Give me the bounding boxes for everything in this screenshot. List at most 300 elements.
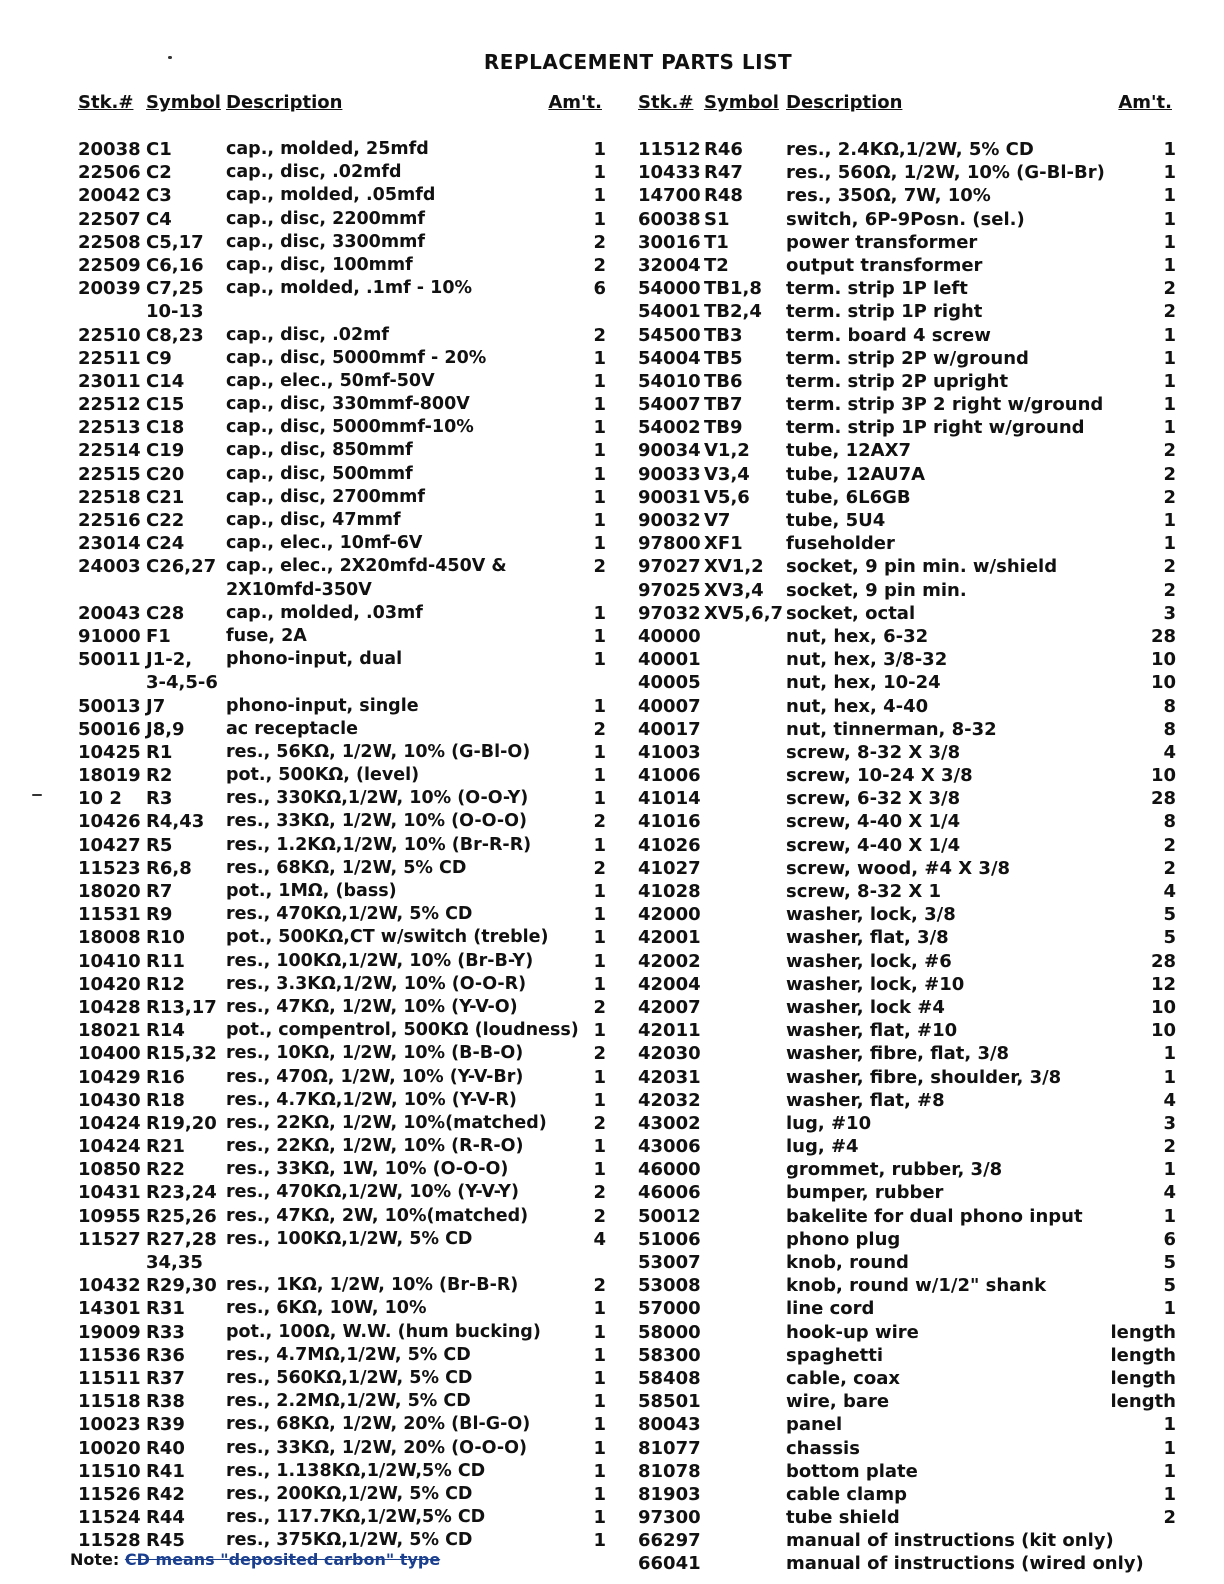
amount: 2: [593, 1112, 606, 1134]
parts-row: [76, 695, 606, 718]
description: washer, fibre, shoulder, 3/8: [786, 1066, 1062, 1088]
symbol: R13,17: [146, 996, 217, 1018]
symbol: R6,8: [146, 857, 192, 879]
amount: 1: [593, 1530, 606, 1552]
column-headers: [636, 92, 1176, 118]
amount: 2: [1163, 486, 1176, 508]
stock-number: 10428: [78, 996, 141, 1018]
symbol: R40: [146, 1437, 185, 1459]
amount: 10: [1150, 672, 1176, 694]
symbol: T2: [704, 254, 729, 276]
description: socket, 9 pin min.: [786, 579, 967, 601]
amount: 1: [593, 1020, 606, 1042]
symbol: C4: [146, 208, 172, 230]
description: knob, round: [786, 1252, 909, 1273]
description: res., 100KΩ,1/2W, 5% CD: [226, 1228, 473, 1249]
amount: 2: [1163, 834, 1176, 856]
parts-row: [636, 1066, 1176, 1089]
amount: 1: [1163, 324, 1176, 346]
amount: 4: [1163, 881, 1176, 902]
parts-row: [636, 810, 1176, 833]
parts-row: [76, 973, 606, 996]
amount: 12: [1150, 973, 1176, 995]
parts-row: [636, 324, 1176, 347]
stock-number: 22516: [78, 510, 141, 531]
amount: 1: [1163, 1437, 1176, 1459]
parts-row: [636, 231, 1176, 254]
stock-number: 10850: [78, 1159, 141, 1181]
description: term. strip 2P upright: [786, 370, 1009, 392]
stock-number: 11536: [78, 1344, 141, 1366]
description: res., 560KΩ,1/2W, 5% CD: [226, 1367, 473, 1388]
amount: 2: [593, 718, 606, 740]
stock-number: 10955: [78, 1205, 141, 1227]
symbol: 34,35: [146, 1252, 203, 1273]
description: phono-input, dual: [226, 649, 403, 670]
parts-row: [76, 393, 606, 416]
parts-row: [636, 950, 1176, 973]
header-description: Description: [226, 92, 343, 113]
description: res., 56KΩ, 1/2W, 10% (G-Bl-O): [226, 741, 531, 762]
description: res., 33KΩ, 1/2W, 20% (O-O-O): [226, 1437, 527, 1458]
parts-row: [76, 1228, 606, 1251]
parts-row: [76, 463, 606, 486]
amount: 6: [593, 278, 606, 300]
description: res., 3.3KΩ,1/2W, 10% (O-O-R): [226, 973, 527, 994]
parts-row: [636, 1042, 1176, 1065]
stock-number: 40001: [638, 649, 701, 671]
description: term. board 4 screw: [786, 324, 991, 346]
stock-number: 18019: [78, 765, 141, 787]
parts-row: [76, 555, 606, 578]
stock-number: 41028: [638, 881, 701, 902]
parts-row: [636, 880, 1176, 903]
amount: 2: [593, 996, 606, 1018]
parts-row: [76, 1158, 606, 1181]
parts-row: [636, 416, 1176, 439]
scan-speck: [32, 794, 42, 796]
description: res., 33KΩ, 1/2W, 10% (O-O-O): [226, 811, 527, 832]
symbol: R10: [146, 927, 185, 949]
symbol: R22: [146, 1159, 185, 1181]
parts-row: [76, 1460, 606, 1483]
description: cap., disc, 330mmf-800V: [226, 394, 470, 415]
stock-number: 90034: [638, 440, 701, 462]
parts-row: [636, 857, 1176, 880]
description: term. strip 3P 2 right w/ground: [786, 394, 1104, 416]
amount: 1: [593, 649, 606, 671]
amount: 1: [1163, 139, 1176, 160]
parts-row: [636, 1344, 1176, 1367]
amount: 1: [1163, 417, 1176, 439]
description: panel: [786, 1414, 843, 1436]
amount: 2: [1163, 1507, 1176, 1529]
stock-number: 30016: [638, 231, 701, 253]
parts-row: [636, 671, 1176, 694]
symbol: C9: [146, 347, 172, 369]
amount: 3: [1163, 1112, 1176, 1134]
stock-number: 22511: [78, 347, 141, 369]
description: cable, coax: [786, 1367, 900, 1389]
description: knob, round w/1/2" shank: [786, 1275, 1047, 1297]
stock-number: 54004: [638, 347, 701, 369]
symbol: C14: [146, 370, 185, 392]
symbol: 3-4,5-6: [146, 672, 218, 694]
amount: 1: [593, 1136, 606, 1158]
parts-row: [636, 463, 1176, 486]
stock-number: 11511: [78, 1367, 141, 1389]
symbol: R11: [146, 950, 185, 972]
parts-row: [636, 1552, 1176, 1575]
parts-row: [636, 1228, 1176, 1251]
stock-number: 10424: [78, 1112, 141, 1134]
stock-number: 97800: [638, 533, 701, 555]
amount: 4: [1163, 741, 1176, 763]
description: res., 1.2KΩ,1/2W, 10% (Br-R-R): [226, 834, 532, 855]
parts-row: [76, 579, 606, 602]
stock-number: 41006: [638, 765, 701, 787]
description: res., 47KΩ, 2W, 10%(matched): [226, 1205, 529, 1226]
parts-row: [76, 184, 606, 207]
amount: 1: [1163, 208, 1176, 230]
parts-row: [636, 347, 1176, 370]
note-prefix: Note:: [70, 1550, 120, 1569]
symbol: F1: [146, 625, 171, 647]
parts-row: [76, 254, 606, 277]
stock-number: 50012: [638, 1205, 701, 1227]
amount: 1: [593, 1483, 606, 1505]
parts-row: [76, 1483, 606, 1506]
parts-column-left: [76, 92, 606, 1552]
amount: 2: [593, 254, 606, 276]
parts-row: [636, 1321, 1176, 1344]
parts-row: [636, 509, 1176, 532]
description: res., 6KΩ, 10W, 10%: [226, 1298, 427, 1319]
stock-number: 51006: [638, 1228, 701, 1250]
stock-number: 14700: [638, 185, 701, 207]
amount: 2: [1163, 463, 1176, 485]
description: cap., disc, 2700mmf: [226, 486, 425, 507]
stock-number: 58501: [638, 1391, 701, 1413]
parts-row: [76, 1019, 606, 1042]
parts-row: [636, 1460, 1176, 1483]
amount: 1: [1163, 370, 1176, 392]
amount: length: [1110, 1344, 1176, 1366]
stock-number: 22518: [78, 486, 141, 508]
stock-number: 11527: [78, 1228, 141, 1250]
description: screw, 4-40 X 1/4: [786, 811, 961, 833]
symbol: C3: [146, 185, 172, 207]
stock-number: 10427: [78, 834, 141, 856]
amount: 3: [1163, 602, 1176, 624]
parts-row: [636, 439, 1176, 462]
amount: 1: [1163, 1414, 1176, 1436]
stock-number: 22512: [78, 394, 141, 416]
description: term. strip 1P right w/ground: [786, 417, 1085, 439]
symbol: TB2,4: [704, 301, 762, 323]
amount: 1: [593, 1298, 606, 1320]
symbol: C24: [146, 533, 185, 555]
stock-number: 40005: [638, 672, 701, 694]
stock-number: 50013: [78, 695, 141, 717]
description: manual of instructions (kit only): [786, 1530, 1114, 1552]
stock-number: 18020: [78, 881, 141, 902]
parts-row: [76, 1274, 606, 1297]
stock-number: 41016: [638, 811, 701, 833]
amount: 1: [593, 625, 606, 647]
column-headers: [76, 92, 606, 118]
parts-row: [76, 1321, 606, 1344]
description: screw, 4-40 X 1/4: [786, 834, 961, 856]
stock-number: 97032: [638, 602, 701, 624]
symbol: R46: [704, 139, 743, 160]
symbol: V7: [704, 510, 731, 531]
symbol: C1: [146, 139, 172, 160]
description: cable clamp: [786, 1483, 907, 1505]
stock-number: 10432: [78, 1275, 141, 1297]
description: tube, 5U4: [786, 510, 886, 531]
amount: 4: [593, 1228, 606, 1250]
description: switch, 6P-9Posn. (sel.): [786, 208, 1025, 230]
amount: 2: [593, 1043, 606, 1065]
amount: 2: [593, 556, 606, 578]
stock-number: 46000: [638, 1159, 701, 1181]
amount: 1: [1163, 1066, 1176, 1088]
stock-number: 10425: [78, 741, 141, 763]
amount: 1: [1163, 1043, 1176, 1065]
description: res., 470KΩ,1/2W, 5% CD: [226, 904, 473, 925]
description: res., 330KΩ,1/2W, 10% (O-O-Y): [226, 788, 529, 809]
description: nut, hex, 3/8-32: [786, 649, 948, 671]
amount: 1: [593, 463, 606, 485]
description: res., 2.4KΩ,1/2W, 5% CD: [786, 139, 1034, 160]
amount: 1: [1163, 347, 1176, 369]
description: tube, 6L6GB: [786, 486, 911, 508]
description: res., 560Ω, 1/2W, 10% (G-Bl-Br): [786, 162, 1105, 184]
symbol: V1,2: [704, 440, 750, 462]
header-symbol: Symbol: [146, 92, 221, 113]
parts-row: [76, 764, 606, 787]
amount: 1: [593, 1437, 606, 1459]
description: washer, lock #4: [786, 996, 945, 1018]
amount: length: [1110, 1391, 1176, 1413]
parts-column-right: [636, 92, 1176, 1576]
description: cap., disc, 47mmf: [226, 510, 401, 530]
parts-row: [636, 973, 1176, 996]
amount: 1: [593, 1391, 606, 1413]
symbol: R12: [146, 973, 185, 995]
symbol: V5,6: [704, 486, 750, 508]
description: cap., disc, 100mmf: [226, 254, 413, 275]
stock-number: 40017: [638, 718, 701, 740]
description: term. strip 1P right: [786, 301, 983, 323]
stock-number: 46006: [638, 1182, 701, 1204]
description: screw, 8-32 X 3/8: [786, 741, 961, 763]
amount: 1: [1163, 185, 1176, 207]
parts-row: [76, 1506, 606, 1529]
symbol: R41: [146, 1460, 185, 1482]
parts-row: [636, 1089, 1176, 1112]
amount: 1: [1163, 533, 1176, 555]
parts-row: [636, 184, 1176, 207]
symbol: R7: [146, 881, 173, 902]
symbol: C6,16: [146, 254, 204, 276]
amount: 1: [593, 834, 606, 856]
parts-row: [76, 950, 606, 973]
symbol: R36: [146, 1344, 185, 1366]
stock-number: 43002: [638, 1112, 701, 1134]
description: cap., elec., 10mf-6V: [226, 533, 423, 554]
parts-row: [76, 1112, 606, 1135]
parts-row: [636, 1251, 1176, 1274]
symbol: TB7: [704, 394, 743, 416]
parts-row: [76, 1251, 606, 1274]
parts-row: [636, 1506, 1176, 1529]
symbol: R44: [146, 1507, 185, 1529]
amount: 1: [593, 927, 606, 949]
amount: 28: [1150, 788, 1176, 810]
parts-row: [636, 370, 1176, 393]
amount: 1: [593, 973, 606, 995]
parts-row: [636, 926, 1176, 949]
stock-number: 66041: [638, 1553, 701, 1575]
description: pot., 100Ω, W.W. (hum bucking): [226, 1321, 541, 1342]
description: cap., disc, 5000mmf - 20%: [226, 347, 487, 368]
amount: 1: [593, 950, 606, 972]
stock-number: 54007: [638, 394, 701, 416]
symbol: TB9: [704, 417, 743, 439]
parts-row: [636, 254, 1176, 277]
description: cap., disc, 3300mmf: [226, 231, 425, 252]
symbol: C2: [146, 162, 172, 184]
parts-list-right: [636, 138, 1176, 1576]
symbol: R5: [146, 834, 173, 856]
symbol: R29,30: [146, 1275, 217, 1297]
description: washer, fibre, flat, 3/8: [786, 1043, 1010, 1065]
symbol: C28: [146, 602, 185, 624]
stock-number: 10020: [78, 1437, 141, 1459]
parts-row: [636, 764, 1176, 787]
stock-number: 11524: [78, 1507, 141, 1529]
description: res., 47KΩ, 1/2W, 10% (Y-V-O): [226, 996, 518, 1017]
parts-row: [76, 1437, 606, 1460]
parts-row: [76, 300, 606, 323]
parts-row: [76, 1413, 606, 1436]
description: res., 350Ω, 7W, 10%: [786, 185, 991, 207]
stock-number: 22513: [78, 417, 141, 439]
description: screw, 6-32 X 3/8: [786, 788, 961, 810]
parts-row: [76, 1205, 606, 1228]
parts-row: [76, 1066, 606, 1089]
parts-row: [636, 1390, 1176, 1413]
parts-row: [636, 555, 1176, 578]
description: tube, 12AU7A: [786, 463, 926, 485]
stock-number: 42004: [638, 973, 701, 995]
parts-row: [636, 834, 1176, 857]
parts-row: [636, 161, 1176, 184]
symbol: C15: [146, 394, 185, 416]
parts-row: [76, 1135, 606, 1158]
stock-number: 66297: [638, 1530, 701, 1552]
description: screw, 8-32 X 1: [786, 881, 942, 902]
description: washer, flat, #10: [786, 1020, 958, 1042]
stock-number: 54000: [638, 278, 701, 300]
stock-number: 14301: [78, 1298, 141, 1320]
amount: 1: [593, 208, 606, 230]
page-title: REPLACEMENT PARTS LIST: [483, 50, 793, 74]
stock-number: 10 2: [78, 788, 122, 810]
stock-number: 54010: [638, 370, 701, 392]
scan-speck: [168, 56, 172, 59]
amount: 1: [593, 788, 606, 810]
amount: length: [1110, 1321, 1176, 1343]
description: phono plug: [786, 1228, 901, 1250]
parts-row: [76, 1089, 606, 1112]
symbol: R25,26: [146, 1205, 217, 1227]
parts-row: [636, 903, 1176, 926]
amount: 1: [593, 347, 606, 369]
stock-number: 11526: [78, 1483, 141, 1505]
description: socket, 9 pin min. w/shield: [786, 556, 1058, 578]
parts-row: [636, 138, 1176, 161]
symbol: R14: [146, 1020, 185, 1042]
amount: 1: [593, 1414, 606, 1436]
parts-row: [636, 1529, 1176, 1552]
description: res., 2.2MΩ,1/2W, 5% CD: [226, 1391, 471, 1412]
stock-number: 42031: [638, 1066, 701, 1088]
stock-number: 10420: [78, 973, 141, 995]
parts-row: [76, 1181, 606, 1204]
description: spaghetti: [786, 1344, 884, 1366]
amount: 1: [593, 486, 606, 508]
parts-row: [636, 625, 1176, 648]
stock-number: 42007: [638, 996, 701, 1018]
stock-number: 11512: [638, 139, 701, 160]
symbol: J8,9: [146, 718, 185, 740]
note-text: CD means "deposited carbon" type: [124, 1550, 441, 1569]
parts-row: [636, 1181, 1176, 1204]
parts-row: [76, 509, 606, 532]
symbol: C5,17: [146, 231, 204, 253]
symbol: TB5: [704, 347, 743, 369]
amount: 1: [593, 440, 606, 462]
amount: 1: [593, 602, 606, 624]
description: res., 68KΩ, 1/2W, 5% CD: [226, 857, 467, 878]
stock-number: 11518: [78, 1391, 141, 1413]
parts-row: [76, 324, 606, 347]
symbol: TB3: [704, 324, 743, 346]
parts-row: [76, 416, 606, 439]
stock-number: 10430: [78, 1089, 141, 1111]
amount: 2: [593, 1205, 606, 1227]
description: res., 10KΩ, 1/2W, 10% (B-B-O): [226, 1043, 524, 1064]
description: res., 200KΩ,1/2W, 5% CD: [226, 1483, 473, 1504]
symbol: R2: [146, 765, 173, 787]
description: pot., compentrol, 500KΩ (loudness): [226, 1020, 579, 1041]
amount: 2: [593, 811, 606, 833]
amount: 1: [1163, 1483, 1176, 1505]
stock-number: 22509: [78, 254, 141, 276]
description: res., 100KΩ,1/2W, 10% (Br-B-Y): [226, 950, 534, 971]
stock-number: 54002: [638, 417, 701, 439]
symbol: XV3,4: [704, 579, 764, 601]
parts-row: [636, 718, 1176, 741]
amount: 10: [1150, 765, 1176, 787]
amount: 28: [1150, 625, 1176, 647]
parts-row: [76, 138, 606, 161]
parts-row: [636, 695, 1176, 718]
description: phono-input, single: [226, 695, 419, 716]
